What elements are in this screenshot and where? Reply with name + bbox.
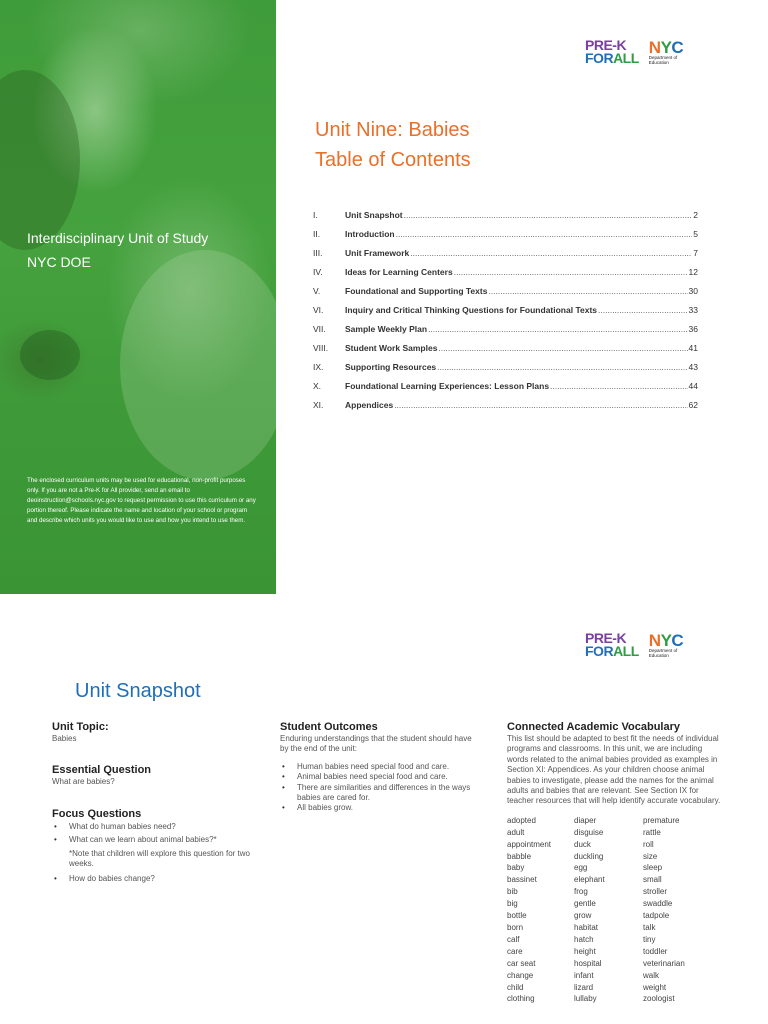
vocabulary-intro: This list should be adapted to best fit the needs of individual programs and classrooms. In this unit, we are including words related to the animal babies provided as examples in Section XI: Appendices. As your children choose animal babies to investigate, please add the names for the animal adults and babies that are relevant. See Section IX for teacher resources that will help identify accurate vocabulary. <box>507 734 721 806</box>
toc-entry-title: Supporting Resources <box>345 362 437 372</box>
cover-photo-highlight <box>120 250 276 480</box>
vocabulary-word: premature <box>643 815 680 825</box>
toc-entry-page: 43 <box>688 362 698 372</box>
vocabulary-word: lullaby <box>574 994 597 1004</box>
cover-usage-note: The enclosed curriculum units may be used for educational, non-profit purposes only. If you are not a Pre-K for All provider, send an email to deoinstruction@schools.nyc.gov to request permission to use this curriculum or any portion thereof. Please indicate the name and location of your school or program and describe which units you would like to use and how you intend to use them. <box>27 477 256 524</box>
toc-entry-leader <box>598 305 688 315</box>
vocabulary-word: elephant <box>574 875 605 885</box>
outcome-item: • There are similarities and differences in the ways babies are cared for. <box>280 783 480 804</box>
toc-entry-leader <box>437 362 687 372</box>
vocabulary-word: infant <box>574 970 594 980</box>
toc-entry-page: 5 <box>693 229 698 239</box>
vocabulary-word: car seat <box>507 958 536 968</box>
logo-forall-text <box>585 52 639 65</box>
vocabulary-list <box>507 815 722 1006</box>
toc-heading <box>315 115 471 175</box>
toc-entry-page: 36 <box>688 324 698 334</box>
toc-title: Table of Contents <box>315 149 471 171</box>
logo-dept-line1: Department of <box>648 54 678 60</box>
vocabulary-word: frog <box>574 887 588 897</box>
toc-entry-page: 44 <box>688 381 698 391</box>
vocabulary-word: appointment <box>507 839 552 849</box>
toc-entry-page: 7 <box>693 248 698 258</box>
toc-entry-page: 41 <box>688 343 698 353</box>
student-outcomes-intro: Enduring understandings that the student should have by the end of the unit: <box>280 734 472 754</box>
logo-dept-line2: Education <box>648 652 669 658</box>
vocabulary-word: tiny <box>643 934 656 944</box>
vocabulary-word: veterinarian <box>643 958 685 968</box>
unit-topic-value: Babies <box>52 734 77 743</box>
snapshot-title: Unit Snapshot <box>75 680 201 702</box>
toc-entry[interactable] <box>313 248 698 267</box>
vocabulary-word: babble <box>507 851 532 861</box>
vocabulary-word: change <box>507 970 534 980</box>
toc-entry-title: Student Work Samples <box>345 343 438 353</box>
vocabulary-column <box>643 815 699 1006</box>
vocabulary-word: disguise <box>574 827 604 837</box>
toc-entry-leader <box>396 229 693 239</box>
cover-photo-accent <box>20 330 80 380</box>
toc-entry-leader <box>428 324 687 334</box>
vocabulary-word: tadpole <box>643 911 670 921</box>
vocabulary-word: adult <box>507 827 525 837</box>
nyc-doe-logo <box>648 630 684 658</box>
logo-c: C <box>671 37 684 57</box>
cover-title <box>27 226 208 274</box>
vocabulary-word: calf <box>507 934 520 944</box>
vocabulary-word: child <box>507 982 524 992</box>
page-unit-snapshot <box>0 606 768 1024</box>
logo-c: C <box>671 630 684 650</box>
vocabulary-word: diaper <box>574 815 597 825</box>
vocabulary-word: weight <box>643 982 667 992</box>
logo-forall-text <box>585 645 639 658</box>
vocabulary-word: swaddle <box>643 899 673 909</box>
vocabulary-word: big <box>507 899 518 909</box>
vocabulary-word: baby <box>507 863 525 873</box>
vocabulary-word: bottle <box>507 911 527 921</box>
cover-panel <box>0 0 276 594</box>
logo-y: Y <box>660 37 672 57</box>
vocabulary-word: roll <box>643 839 654 849</box>
toc-entry-leader <box>550 381 687 391</box>
logo-for-text: FOR <box>585 643 614 659</box>
toc-entry-number: III. <box>313 248 323 258</box>
vocabulary-word: grow <box>574 911 592 921</box>
vocabulary-word: walk <box>643 970 660 980</box>
toc-entry-title: Ideas for Learning Centers <box>345 267 453 277</box>
toc-entry-number: IX. <box>313 362 324 372</box>
toc-entry-leader <box>410 248 692 258</box>
vocabulary-word: clothing <box>507 994 535 1004</box>
toc-entry-title: Unit Framework <box>345 248 410 258</box>
toc-entry-leader <box>454 267 688 277</box>
nyc-doe-logo <box>648 37 684 65</box>
vocabulary-column <box>574 815 632 1006</box>
snapshot-column-middle <box>280 721 480 814</box>
vocabulary-word: egg <box>574 863 588 873</box>
toc-entry-title: Inquiry and Critical Thinking Questions for Foundational Texts <box>345 305 598 315</box>
outcome-item: • All babies grow. <box>280 803 480 813</box>
snapshot-column-right <box>507 721 722 1005</box>
student-outcomes-label: Student Outcomes <box>280 721 378 733</box>
toc-entry-title: Foundational and Supporting Texts <box>345 286 488 296</box>
cover-title-line2: NYC DOE <box>27 254 91 270</box>
focus-question-item: • What do human babies need? <box>52 822 252 832</box>
vocabulary-word: habitat <box>574 923 599 932</box>
toc-entry[interactable] <box>313 305 698 324</box>
toc-entry[interactable] <box>313 267 698 286</box>
logo-prek-text: PRE-K <box>585 37 627 53</box>
vocabulary-word: sleep <box>643 863 663 873</box>
focus-questions-label: Focus Questions <box>52 807 142 820</box>
vocabulary-word: adopted <box>507 815 536 825</box>
toc-entry[interactable] <box>313 210 698 229</box>
logo-n: N <box>648 630 661 650</box>
vocabulary-word: stroller <box>643 887 668 897</box>
vocabulary-word: hospital <box>574 958 602 968</box>
vocabulary-word: born <box>507 923 524 932</box>
toc-entry-leader <box>404 210 693 220</box>
outcome-item: • Human babies need special food and care. <box>280 762 480 772</box>
logo-dept-line2: Education <box>648 59 669 65</box>
toc-entry-page: 62 <box>688 400 698 410</box>
toc-entry-title: Sample Weekly Plan <box>345 324 428 334</box>
toc-entry-title: Unit Snapshot <box>345 210 403 220</box>
vocabulary-word: duck <box>574 839 591 849</box>
logo-dept-line1: Department of <box>648 647 678 653</box>
prek-nyc-logo-page2 <box>585 632 683 658</box>
vocabulary-word: small <box>643 875 662 885</box>
student-outcomes-list <box>280 762 480 814</box>
prek-for-all-logo <box>585 632 639 658</box>
toc-entry-leader <box>394 400 687 410</box>
logo-n: N <box>648 37 661 57</box>
toc-entry[interactable] <box>313 286 698 305</box>
cover-title-line1: Interdisciplinary Unit of Study <box>27 230 209 246</box>
toc-entry-page: 2 <box>693 210 698 220</box>
toc-entry-number: VIII. <box>313 343 329 353</box>
vocabulary-column <box>507 815 563 1006</box>
logo-all-text: ALL <box>613 50 639 66</box>
toc-entry-number: VI. <box>313 305 324 315</box>
toc-entry[interactable] <box>313 324 698 343</box>
toc-entry-number: VII. <box>313 324 326 334</box>
toc-entry-number: I. <box>313 210 318 220</box>
focus-question-note: *Note that children will explore this question for two weeks. <box>69 848 250 869</box>
toc-entry-title: Foundational Learning Experiences: Lesson Plans <box>345 381 550 391</box>
essential-question-label: Essential Question <box>52 764 152 777</box>
vocabulary-word: zoologist <box>643 994 675 1004</box>
vocabulary-word: talk <box>643 923 656 932</box>
essential-question-value: What are babies? <box>52 777 115 787</box>
toc-entry-page: 30 <box>688 286 698 296</box>
logo-all-text: ALL <box>613 643 639 659</box>
toc-entry-number: V. <box>313 286 321 296</box>
vocabulary-word: bassinet <box>507 875 537 885</box>
logo-prek-text: PRE-K <box>585 630 627 646</box>
toc-entry[interactable] <box>313 400 698 419</box>
logo-y: Y <box>660 630 672 650</box>
snapshot-column-left <box>52 721 252 885</box>
toc-entry[interactable] <box>313 381 698 400</box>
vocabulary-label: Connected Academic Vocabulary <box>507 721 680 733</box>
unit-title: Unit Nine: Babies <box>315 119 470 141</box>
vocabulary-word: duckling <box>574 851 604 861</box>
focus-questions-list <box>52 822 252 885</box>
vocabulary-word: size <box>643 851 658 861</box>
prek-for-all-logo <box>585 39 639 65</box>
vocabulary-word: bib <box>507 887 518 897</box>
toc-entry[interactable] <box>313 229 698 248</box>
vocabulary-word: toddler <box>643 946 668 956</box>
toc-entry-title: Appendices <box>345 400 394 410</box>
vocabulary-word: care <box>507 946 523 956</box>
outcome-item: • Animal babies need special food and care. <box>280 772 480 782</box>
cover-photo-shadow <box>0 70 80 250</box>
vocabulary-word: hatch <box>574 934 594 944</box>
vocabulary-word: lizard <box>574 982 594 992</box>
vocabulary-word: height <box>574 946 596 956</box>
toc-list <box>313 210 698 419</box>
toc-entry-number: XI. <box>313 400 324 410</box>
toc-entry-number: X. <box>313 381 322 391</box>
logo-for-text: FOR <box>585 50 614 66</box>
toc-entry[interactable] <box>313 343 698 362</box>
toc-entry-number: IV. <box>313 267 323 277</box>
unit-topic-label: Unit Topic: <box>52 721 109 733</box>
vocabulary-word: rattle <box>643 827 661 837</box>
focus-question-item: • What can we learn about animal babies?* <box>52 835 252 845</box>
toc-entry-page: 12 <box>688 267 698 277</box>
vocabulary-word: gentle <box>574 899 596 909</box>
toc-entry-page: 33 <box>688 305 698 315</box>
toc-entry[interactable] <box>313 362 698 381</box>
toc-entry-title: Introduction <box>345 229 395 239</box>
toc-entry-leader <box>488 286 687 296</box>
toc-entry-leader <box>438 343 687 353</box>
toc-entry-number: II. <box>313 229 321 239</box>
prek-nyc-logo <box>585 39 683 65</box>
focus-question-item: • How do babies change? <box>52 874 252 884</box>
